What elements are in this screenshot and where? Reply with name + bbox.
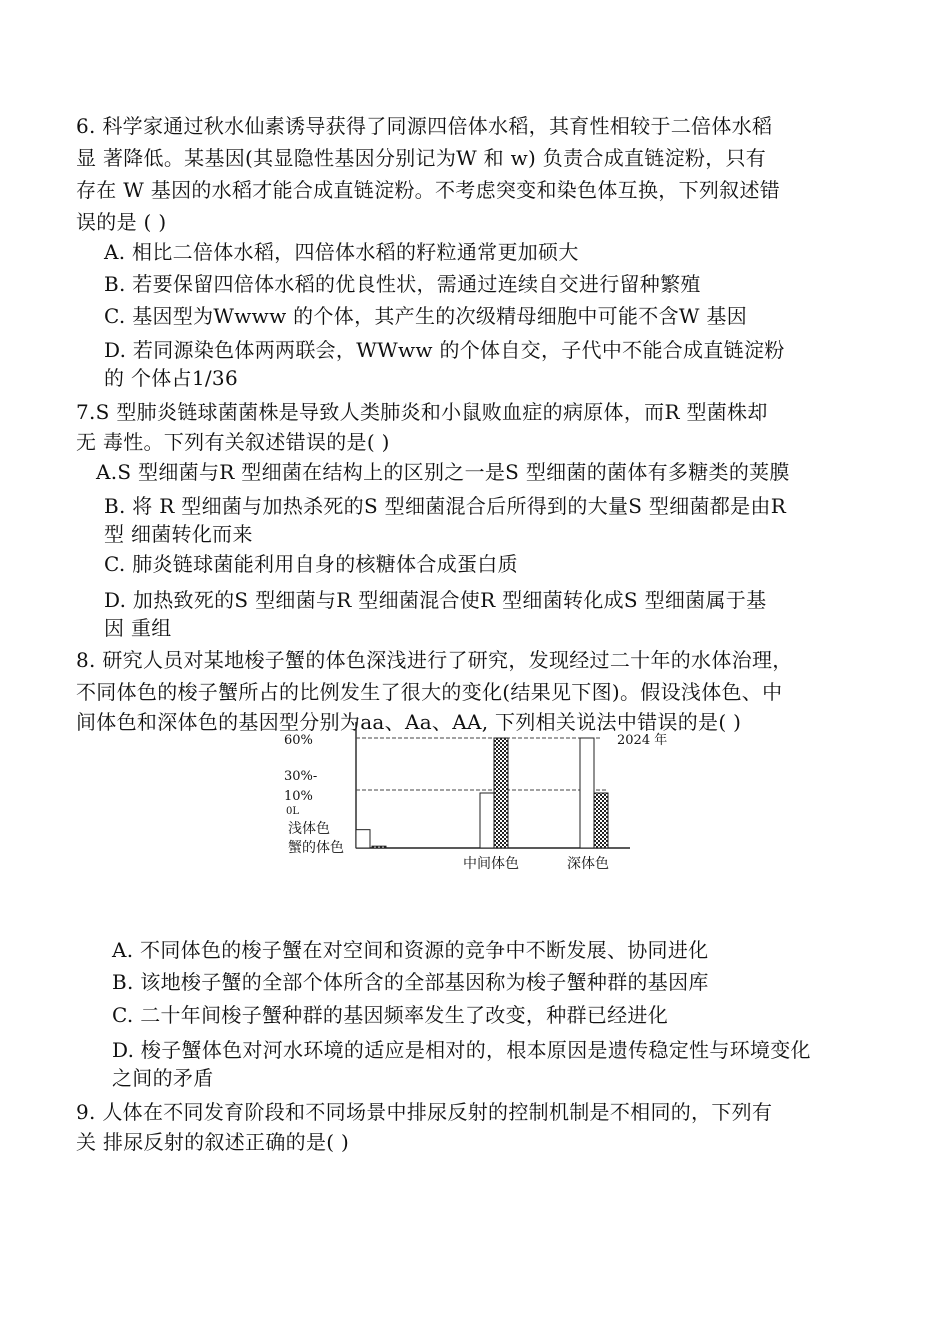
y-tick-label: 0L — [286, 806, 300, 817]
bar-before-2 — [580, 738, 594, 848]
q6-option-c: C. 基因型为Wwww 的个体，其产生的次级精母细胞中可能不含W 基因 — [104, 304, 747, 328]
q7-line-1: 7.S 型肺炎链球菌菌株是导致人类肺炎和小鼠败血症的病原体，而R 型菌株却 — [76, 400, 768, 424]
q6-line-1: 6. 科学家通过秋水仙素诱导获得了同源四倍体水稻，其育性相较于二倍体水稻 — [76, 114, 773, 138]
q7-option-a: A.S 型细菌与R 型细菌在结构上的区别之一是S 型细菌的菌体有多糖类的荚膜 — [96, 460, 790, 484]
q7-option-d-line-2: 因 重组 — [104, 616, 172, 640]
q7-option-b-line-1: B. 将 R 型细菌与加热杀死的S 型细菌混合后所得到的大量S 型细菌都是由R — [104, 494, 787, 518]
bar-before-0 — [356, 830, 370, 848]
q6-line-4: 误的是 ( ) — [76, 210, 167, 234]
q7-line-2: 无 毒性。下列有关叙述错误的是( ) — [76, 430, 390, 454]
q6-line-3: 存在 W 基因的水稻才能合成直链淀粉。不考虑突变和染色体互换，下列叙述错 — [76, 178, 781, 202]
q6-option-b: B. 若要保留四倍体水稻的优良性状，需通过连续自交进行留种繁殖 — [104, 272, 701, 296]
q7-option-b-line-2: 型 细菌转化而来 — [104, 522, 253, 546]
q7-option-d-line-1: D. 加热致死的S 型细菌与R 型细菌混合使R 型细菌转化成S 型细菌属于基 — [104, 588, 767, 612]
bar-2024-0 — [372, 846, 386, 848]
q8-option-d-line-2: 之间的矛盾 — [112, 1066, 214, 1090]
q6-option-a: A. 相比二倍体水稻，四倍体水稻的籽粒通常更加硕大 — [104, 240, 579, 264]
y-tick-label: 60% — [284, 733, 313, 748]
legend-label: 2024 年 — [617, 733, 668, 748]
q8-line-2: 不同体色的梭子蟹所占的比例发生了很大的变化(结果见下图)。假设浅体色、中 — [76, 680, 783, 704]
q8-option-c: C. 二十年间梭子蟹种群的基因频率发生了改变，种群已经进化 — [112, 1003, 669, 1027]
y-tick-label: 10% — [284, 789, 313, 804]
y-tick-label: 30%- — [284, 769, 318, 784]
q6-line-2: 显 著降低。某基因(其显隐性基因分别记为W 和 w) 负责合成直链淀粉，只有 — [76, 146, 767, 170]
q8-line-1: 8. 研究人员对某地梭子蟹的体色深浅进行了研究，发现经过二十年的水体治理， — [76, 648, 793, 672]
q8-option-b: B. 该地梭子蟹的全部个体所含的全部基因称为梭子蟹种群的基因库 — [112, 970, 709, 994]
q6-option-d-line-1: D. 若同源染色体两两联会，WWww 的个体自交，子代中不能合成直链淀粉 — [104, 338, 785, 362]
q7-option-c: C. 肺炎链球菌能利用自身的核糖体合成蛋白质 — [104, 552, 518, 576]
q9-line-2: 关 排尿反射的叙述正确的是( ) — [76, 1130, 350, 1154]
body-color-chart — [270, 700, 670, 880]
bar-before-1 — [480, 793, 494, 848]
q8-option-d-line-1: D. 梭子蟹体色对河水环境的适应是相对的，根本原因是遗传稳定性与环境变化 — [112, 1038, 811, 1062]
bar-2024-1 — [494, 738, 508, 848]
bar-2024-2 — [594, 793, 608, 848]
q8-line-3: 间体色和深体色的基因型分别为aa、Aa、AA, 下列相关说法中错误的是( ) — [76, 710, 742, 734]
q9-line-1: 9. 人体在不同发育阶段和不同场景中排尿反射的控制机制是不相同的，下列有 — [76, 1100, 773, 1124]
x-axis-title: 蟹的体色 — [288, 840, 344, 856]
x-category-label: 深体色 — [567, 856, 609, 872]
x-category-label: 浅体色 — [288, 821, 330, 837]
q6-option-d-line-2: 的 个体占1/36 — [104, 366, 238, 390]
x-category-label: 中间体色 — [463, 856, 519, 872]
q8-option-a: A. 不同体色的梭子蟹在对空间和资源的竞争中不断发展、协同进化 — [112, 938, 709, 962]
